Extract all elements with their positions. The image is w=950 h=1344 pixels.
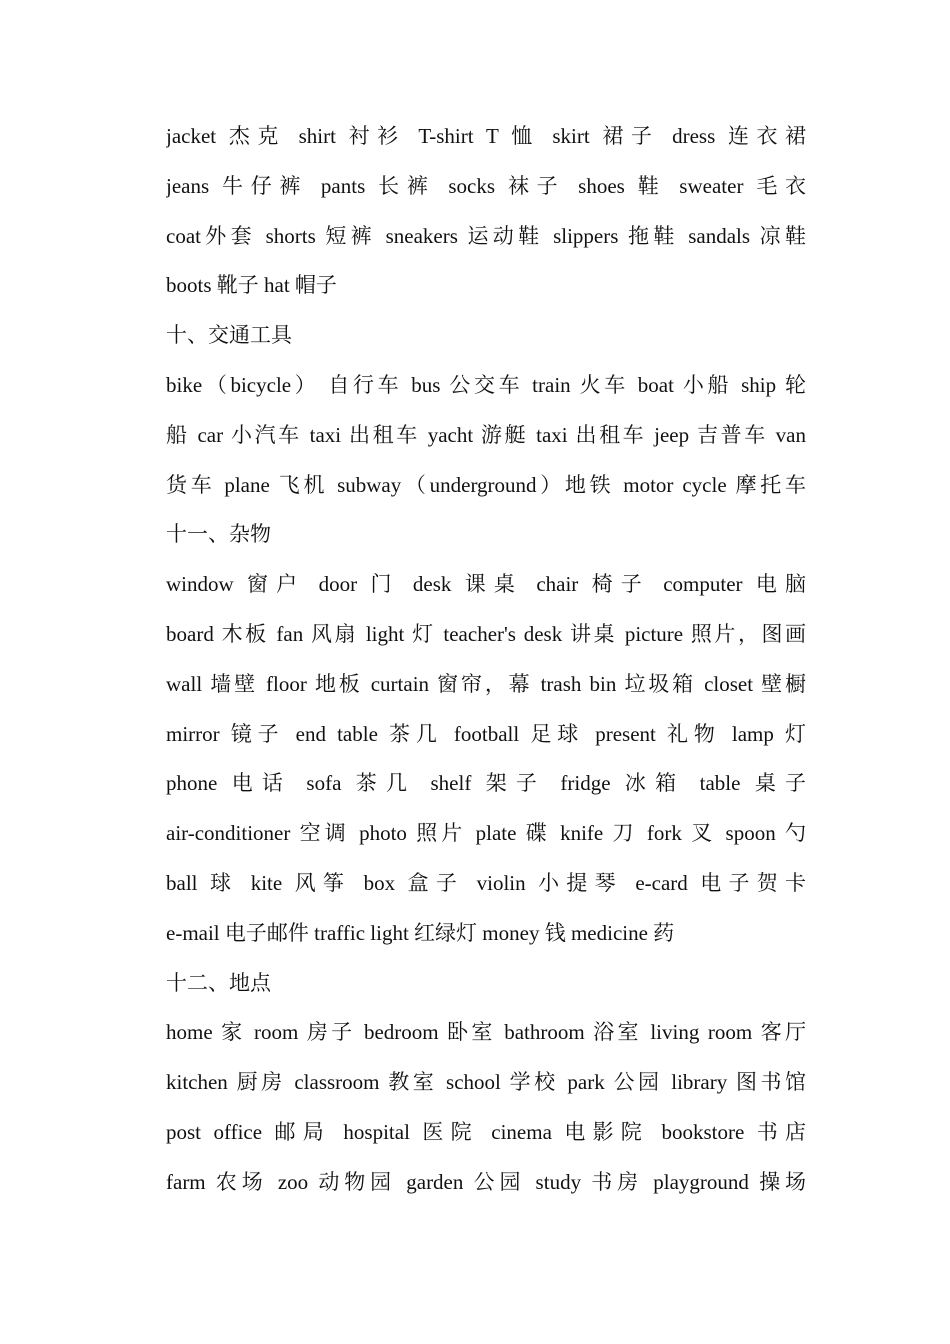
- text-line-misc-7: ball 球 kite 风筝 box 盒子 violin 小提琴 e-card 电子贺卡: [166, 870, 806, 895]
- text-line-clothes-1: jacket 杰克 shirt 衬衫 T-shirt T 恤 skirt 裙子 dress 连衣裙: [166, 124, 806, 148]
- document-page: [166, 112, 806, 1208]
- text-line-places-3: post office 邮局 hospital 医院 cinema 电影院 bookstore 书店: [166, 1119, 806, 1144]
- text-line-transport-2: 船 car 小汽车 taxi 出租车 yacht 游艇 taxi 出租车 jeep 吉普车 van: [166, 422, 806, 447]
- text-line-misc-4: mirror 镜子 end table 茶几 football 足球 present 礼物 lamp 灯: [166, 721, 806, 746]
- text-line-misc-3: wall 墙壁 floor 地板 curtain 窗帘，幕 trash bin 垃圾箱 closet 壁橱: [166, 671, 806, 696]
- text-line-misc-6: air-conditioner 空调 photo 照片 plate 碟 knife 刀 fork 叉 spoon 勺: [166, 821, 806, 846]
- section-heading-places: 十二、地点: [166, 970, 271, 995]
- text-line-transport-1: bike（bicycle） 自行车 bus 公交车 train 火车 boat 小船 ship 轮: [166, 372, 806, 397]
- text-line-places-2: kitchen 厨房 classroom 教室 school 学校 park 公园 library 图书馆: [166, 1070, 806, 1095]
- text-line-misc-5: phone 电话 sofa 茶几 shelf 架子 fridge 冰箱 table 桌子: [166, 771, 806, 796]
- text-line-misc-2: board 木板 fan 风扇 light 灯 teacher's desk 讲桌 picture 照片，图画: [166, 621, 806, 646]
- text-line-places-1: home 家 room 房子 bedroom 卧室 bathroom 浴室 living room 客厅: [166, 1020, 806, 1045]
- text-line-clothes-3: coat外套 shorts 短裤 sneakers 运动鞋 slippers 拖鞋 sandals 凉鞋: [166, 223, 806, 248]
- text-line-clothes-4: boots 靴子 hat 帽子: [166, 273, 337, 298]
- text-line-transport-3: 货车 plane 飞机 subway（underground）地铁 motor cycle 摩托车: [166, 472, 806, 497]
- section-heading-transport: 十、交通工具: [166, 323, 292, 348]
- text-line-places-4: farm 农场 zoo 动物园 garden 公园 study 书房 playground 操场: [166, 1169, 806, 1194]
- text-line-misc-8: e-mail 电子邮件 traffic light 红绿灯 money 钱 medicine 药: [166, 920, 675, 945]
- section-heading-misc: 十一、杂物: [166, 522, 271, 547]
- text-line-misc-1: window 窗户 door 门 desk 课桌 chair 椅子 computer 电脑: [166, 572, 806, 597]
- text-line-clothes-2: jeans 牛仔裤 pants 长裤 socks 袜子 shoes 鞋 sweater 毛衣: [166, 173, 806, 198]
